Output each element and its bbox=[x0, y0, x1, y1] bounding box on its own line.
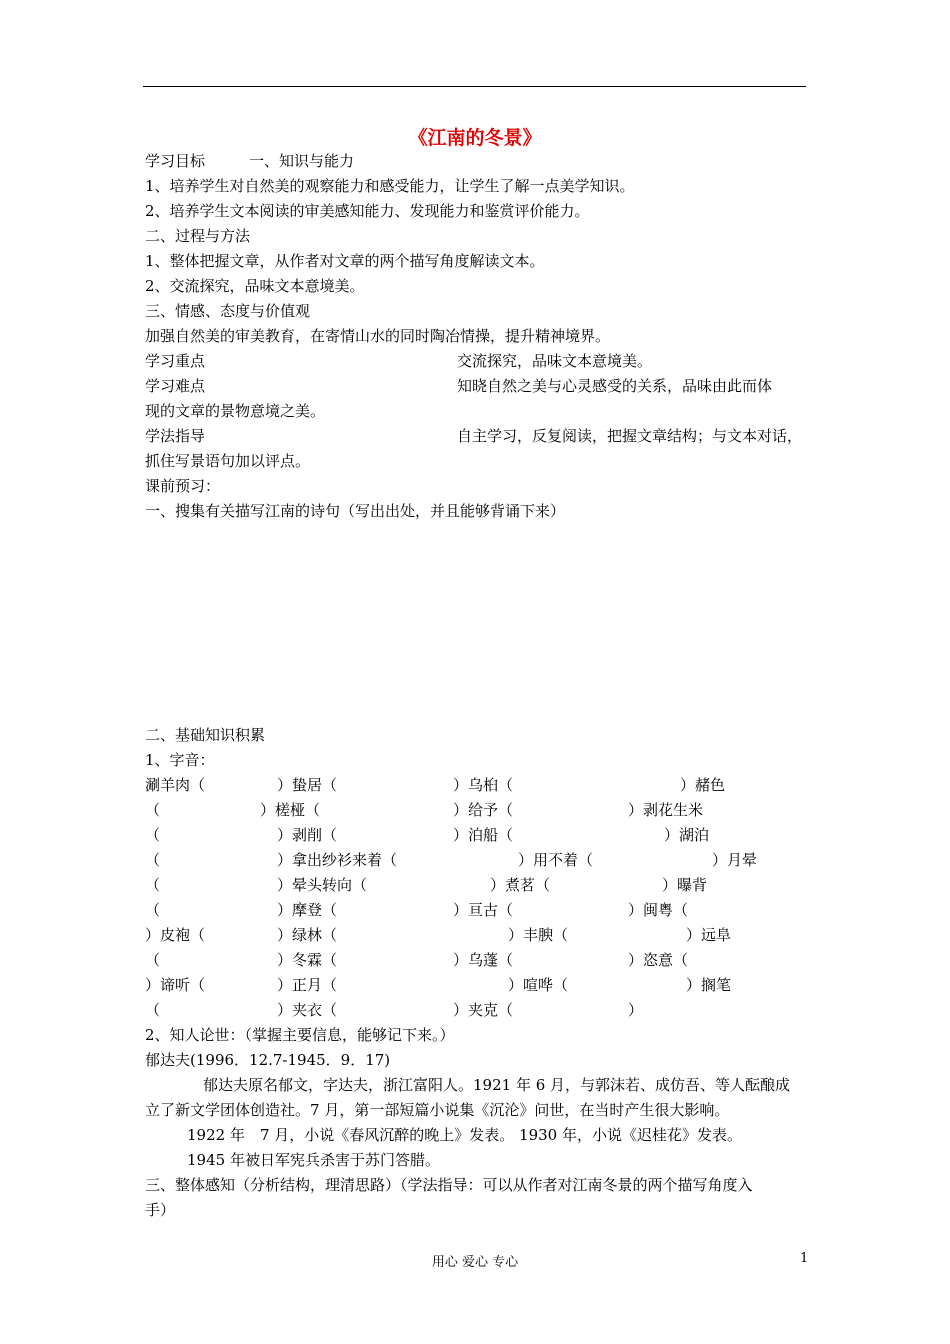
pronunciation-cell: （ bbox=[145, 1001, 161, 1019]
method-value: 自主学习，反复阅读，把握文章结构；与文本对话， bbox=[457, 427, 803, 445]
emotion-item-1: 加强自然美的审美教育，在寄情山水的同时陶冶情操，提升精神境界。 bbox=[145, 327, 611, 345]
preview-heading: 课前预习： bbox=[145, 477, 221, 495]
method-continuation: 抓住写景语句加以评点。 bbox=[145, 452, 311, 470]
pronunciation-cell: ）月晕 bbox=[712, 851, 758, 869]
process-item-2: 2、交流探究，品味文本意境美。 bbox=[145, 277, 365, 295]
author-bio-3: 1922 年 7 月，小说《春风沉醉的晚上》发表。 1930 年，小说《迟桂花》发表。 bbox=[187, 1126, 742, 1144]
pronunciation-cell: ）给予（ bbox=[453, 801, 514, 819]
overall-continuation: 手） bbox=[145, 1201, 176, 1219]
author-bio-2: 立了新文学团体创造社。7 月，第一部短篇小说集《沉沦》问世，在当时产生很大影响。 bbox=[145, 1101, 730, 1119]
pronunciation-cell: （ bbox=[145, 826, 161, 844]
objectives-heading bbox=[145, 151, 354, 171]
pronunciation-cell: ）冬霖（ bbox=[277, 951, 338, 969]
pronunciation-cell: ）正月（ bbox=[277, 976, 338, 994]
pronunciation-cell: （ bbox=[145, 851, 161, 869]
process-heading: 二、过程与方法 bbox=[145, 227, 251, 245]
author-bio-1: 郁达夫原名郁文，字达夫，浙江富阳人。1921 年 6 月，与郭沫若、成仿吾、等人酝酿成 bbox=[203, 1076, 791, 1094]
pronunciation-cell: ）绿林（ bbox=[277, 926, 338, 944]
pronunciation-cell: （ bbox=[145, 801, 161, 819]
pronunciation-cell: ）丰腴（ bbox=[508, 926, 569, 944]
emotion-heading: 三、情感、态度与价值观 bbox=[145, 302, 311, 320]
pronunciation-cell: ）乌蓬（ bbox=[453, 951, 514, 969]
pronunciation-cell: ）夹克（ bbox=[453, 1001, 514, 1019]
pronunciation-cell: ）乌桕（ bbox=[453, 776, 514, 794]
pronunciation-cell: ）夹衣（ bbox=[277, 1001, 338, 1019]
pronunciation-cell: ）亘古（ bbox=[453, 901, 514, 919]
pronunciation-cell: ）蛰居（ bbox=[277, 776, 338, 794]
preview-question-1: 一、搜集有关描写江南的诗句（写出出处，并且能够背诵下来） bbox=[145, 502, 566, 520]
author-bio-4: 1945 年被日军宪兵杀害于苏门答腊。 bbox=[187, 1151, 440, 1169]
pronunciation-cell: ）恣意（ bbox=[628, 951, 689, 969]
header-rule bbox=[143, 86, 806, 87]
pronunciation-cell: ）泊船（ bbox=[453, 826, 514, 844]
pronunciation-cell: ）湖泊 bbox=[664, 826, 710, 844]
pronunciation-cell: （ bbox=[145, 901, 161, 919]
pronunciation-cell: ）闽粤（ bbox=[628, 901, 689, 919]
pronunciation-cell: ）摩登（ bbox=[277, 901, 338, 919]
pronunciation-cell: 涮羊肉（ bbox=[145, 776, 206, 794]
process-item-1: 1、整体把握文章，从作者对文章的两个描写角度解读文本。 bbox=[145, 252, 545, 270]
pronunciation-cell: ）赭色 bbox=[680, 776, 726, 794]
pronunciation-cell: ）用不着（ bbox=[518, 851, 594, 869]
pronunciation-cell: ）煮茗（ bbox=[490, 876, 551, 894]
author-name: 郁达夫(1996．12.7-1945．9．17) bbox=[145, 1051, 391, 1069]
pronunciation-cell: ）喧哗（ bbox=[508, 976, 569, 994]
pronunciation-cell: ） bbox=[628, 1001, 644, 1019]
pronunciation-cell: ）晕头转向（ bbox=[277, 876, 368, 894]
focus-value: 交流探究，品味文本意境美。 bbox=[457, 352, 653, 370]
focus-label: 学习重点 bbox=[145, 352, 206, 370]
pronunciation-cell: ）谛听（ bbox=[145, 976, 206, 994]
difficulty-continuation: 现的文章的景物意境之美。 bbox=[145, 402, 326, 420]
pronunciation-cell: ）剥削（ bbox=[277, 826, 338, 844]
pronunciation-cell: ）槎桠（ bbox=[260, 801, 321, 819]
page-title: 《江南的冬景》 bbox=[408, 127, 542, 149]
pronunciation-heading: 1、字音： bbox=[145, 751, 215, 769]
difficulty-value: 知晓自然之美与心灵感受的关系，品味由此而体 bbox=[457, 377, 773, 395]
knowledge-item-1: 1、培养学生对自然美的观察能力和感受能力，让学生了解一点美学知识。 bbox=[145, 177, 635, 195]
author-heading: 2、知人论世：（掌握主要信息，能够记下来。） bbox=[145, 1026, 455, 1044]
pronunciation-cell: ）皮袍（ bbox=[145, 926, 206, 944]
footer-motto: 用心 爱心 专心 bbox=[431, 1255, 519, 1270]
pronunciation-cell: ）远阜 bbox=[686, 926, 732, 944]
page-number: 1 bbox=[800, 1251, 809, 1266]
knowledge-heading: 一、知识与能力 bbox=[249, 152, 355, 170]
objectives-label: 学习目标 bbox=[145, 152, 206, 170]
pronunciation-cell: ）剥花生米 bbox=[628, 801, 704, 819]
basics-heading: 二、基础知识积累 bbox=[145, 726, 266, 744]
pronunciation-cell: ）拿出纱衫来着（ bbox=[277, 851, 398, 869]
difficulty-label: 学习难点 bbox=[145, 377, 206, 395]
pronunciation-cell: （ bbox=[145, 876, 161, 894]
pronunciation-cell: ）搁笔 bbox=[686, 976, 732, 994]
knowledge-item-2: 2、培养学生文本阅读的审美感知能力、发现能力和鉴赏评价能力。 bbox=[145, 202, 590, 220]
method-label: 学法指导 bbox=[145, 427, 206, 445]
pronunciation-cell: ）曝背 bbox=[662, 876, 708, 894]
overall-heading: 三、整体感知（分析结构，理清思路）（学法指导：可以从作者对江南冬景的两个描写角度入 bbox=[145, 1176, 753, 1194]
pronunciation-cell: （ bbox=[145, 951, 161, 969]
